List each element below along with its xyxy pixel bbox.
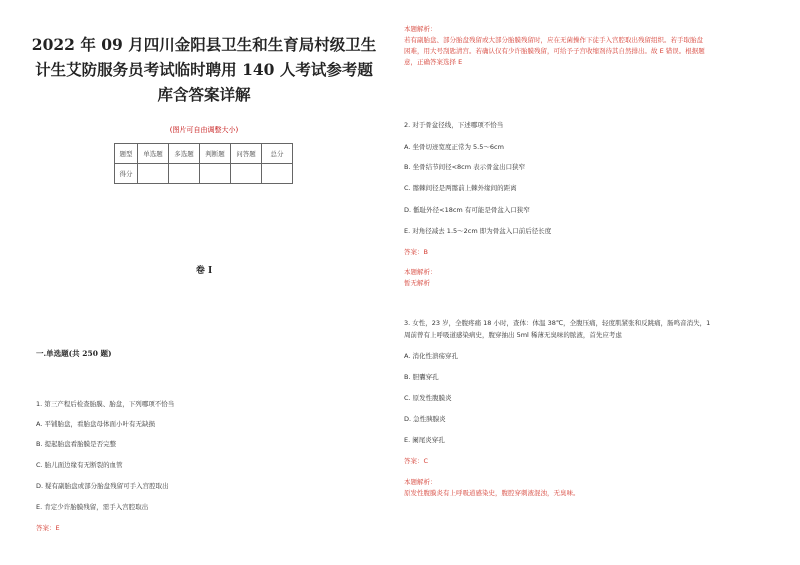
score-header-cell: 单选题 xyxy=(138,144,169,164)
score-cell xyxy=(200,164,231,184)
score-cell xyxy=(138,164,169,184)
question-2-answer: 答案：B xyxy=(404,248,428,256)
score-header-cell: 问答题 xyxy=(231,144,262,164)
score-cell xyxy=(262,164,293,184)
explanation-line: 困难，用大号刮匙清宫。若确认仅有少许胎膜残留，可给予子宫收缩剂待其自然排出。故 E 错误。根据题 xyxy=(404,47,705,55)
question-3-explanation-label: 本题解析： xyxy=(404,478,437,486)
question-2-option-e: E. 对角径减去 1.5～2cm 即为骨盆入口前后径长度 xyxy=(404,227,552,235)
question-1-option-e: E. 肯定少许胎膜残留，需手入宫腔取出 xyxy=(36,503,149,511)
score-row-label: 得分 xyxy=(115,164,138,184)
question-1-explanation-label: 本题解析： xyxy=(404,25,437,33)
title-line-2: 计生艾防服务员考试临时聘用 140 人考试参考题 xyxy=(35,60,373,79)
question-2-stem: 2. 对于骨盆径线，下述哪项不恰当 xyxy=(404,121,504,129)
question-1-option-b: B. 提起胎盘看胎膜是否完整 xyxy=(36,440,117,448)
question-3-stem-line-1: 3. 女性，23 岁，全腹疼痛 18 小时，查体：体温 38℃，全腹压痛，轻度肌紧张和反跳痛，肠鸣音消失，1 xyxy=(404,319,711,327)
question-2-option-c: C. 髂棘间径是两髂前上棘外缘间的距离 xyxy=(404,184,517,192)
question-3-answer: 答案：C xyxy=(404,457,429,465)
question-1-option-d: D. 疑有副胎盘或部分胎盘残留可手入宫腔取出 xyxy=(36,482,169,490)
question-3-option-c: C. 原发性腹膜炎 xyxy=(404,394,452,402)
document-title xyxy=(18,32,390,107)
score-header-cell: 判断题 xyxy=(200,144,231,164)
question-3-explanation: 原发性腹膜炎有上呼吸道感染史，腹腔穿刺液混浊，无臭味。 xyxy=(404,489,580,497)
image-resize-note: (图片可自由调整大小) xyxy=(169,126,239,134)
question-2-option-a: A. 坐骨切迹宽度正常为 5.5～6cm xyxy=(404,143,504,151)
question-2-option-d: D. 骶耻外径<18cm 有可能是骨盆入口狭窄 xyxy=(404,206,530,214)
question-3-option-b: B. 胆囊穿孔 xyxy=(404,373,439,381)
question-2-option-b: B. 坐骨结节间径<8cm 表示骨盆出口狭窄 xyxy=(404,163,526,171)
explanation-line: 若有副胎盘、部分胎盘残留或大部分胎膜残留时，应在无菌操作下徒手入宫腔取出残留组织。若手取胎盘 xyxy=(404,36,703,44)
question-1-stem: 1. 第三产程后检查胎膜、胎盘，下列哪项不恰当 xyxy=(36,400,175,408)
question-3-option-e: E. 阑尾炎穿孔 xyxy=(404,436,445,444)
volume-heading: 卷 I xyxy=(195,266,213,276)
question-3-stem-line-2: 周前曾有上呼吸道感染病史，腹穿抽出 5ml 稀薄无臭味的脓液，首先应考虑 xyxy=(404,331,622,339)
question-1-option-c: C. 胎儿面边缘有无断裂的血管 xyxy=(36,461,123,469)
score-table xyxy=(114,143,293,184)
question-1-explanation xyxy=(404,35,792,68)
score-header-cell: 多选题 xyxy=(169,144,200,164)
title-line-3: 库含答案详解 xyxy=(157,85,251,104)
question-2-explanation-label: 本题解析： xyxy=(404,268,437,276)
question-3-option-a: A. 消化性溃疡穿孔 xyxy=(404,352,458,360)
score-cell xyxy=(169,164,200,184)
question-1-answer: 答案：E xyxy=(36,524,60,532)
question-2-explanation: 暂无解析 xyxy=(404,279,430,287)
question-1-option-a: A. 平铺胎盘，看胎盘母体面小叶有无缺损 xyxy=(36,420,155,428)
explanation-line: 意，正确答案选择 E xyxy=(404,58,463,66)
score-header-cell: 总分 xyxy=(262,144,293,164)
score-table-score-row xyxy=(115,164,293,184)
score-table-header-row xyxy=(115,144,293,164)
title-line-1: 2022 年 09 月四川金阳县卫生和生育局村级卫生 xyxy=(31,35,377,54)
question-3-option-d: D. 急性胰腺炎 xyxy=(404,415,446,423)
score-header-cell: 题型 xyxy=(115,144,138,164)
score-cell xyxy=(231,164,262,184)
section-heading: 一.单选题(共 250 题) xyxy=(36,349,112,358)
